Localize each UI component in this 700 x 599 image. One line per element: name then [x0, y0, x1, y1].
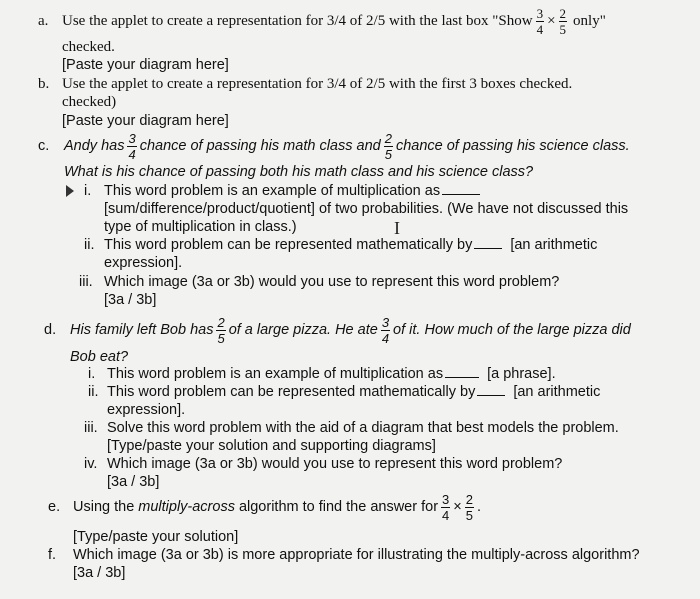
paste-placeholder[interactable]: [Paste your diagram here] [62, 57, 229, 73]
sub-item-label: iii. [84, 420, 98, 436]
fraction: $\frac{3}{4}$ [536, 5, 544, 37]
sub-item-text: This word problem can be represented mathematically by [an arithmetic [107, 384, 601, 400]
item-d-line2: Bob eat? [70, 349, 129, 365]
answer-placeholder[interactable]: [3a / 3b] [104, 292, 157, 308]
item-e-emphasis: multiply-across [138, 498, 235, 515]
item-b-line2: checked) [62, 94, 117, 110]
item-c-label: c. [38, 138, 50, 154]
times-sign: × [547, 12, 556, 29]
sub-item-label: ii. [88, 384, 99, 400]
item-a-text-end: only" [573, 12, 606, 29]
item-f-line1: Which image (3a or 3b) is more appropriate for illustrating the multiply-across algorithm? [73, 547, 640, 563]
fraction: $\frac{2}{5}$ [465, 491, 473, 523]
item-b-line1: Use the applet to create a representation for 3/4 of 2/5 with the first 3 boxes checked. [62, 76, 573, 92]
fraction: $\frac{2}{5}$ [384, 130, 392, 162]
text-cursor-icon: I [394, 218, 400, 238]
sub-item-text: Solve this word problem with the aid of a diagram that best models the problem. [107, 420, 619, 436]
item-e-text: Using the [73, 498, 135, 515]
item-e-label: e. [48, 499, 61, 515]
item-d-text: of it. How much of the large pizza did [393, 321, 631, 338]
sub-item-label: iii. [79, 274, 93, 290]
sub-item-text: type of multiplication in class.) [104, 219, 297, 235]
times-sign: × [453, 498, 462, 515]
sub-item-label: i. [88, 366, 96, 382]
item-b-label: b. [38, 76, 50, 92]
item-c-line1 [64, 130, 630, 162]
answer-placeholder[interactable]: [3a / 3b] [107, 474, 160, 490]
fraction: $\frac{2}{5}$ [217, 314, 225, 346]
item-e-text: algorithm to find the answer for [238, 498, 439, 515]
item-f-label: f. [48, 547, 57, 563]
sub-item-text: expression]. [107, 402, 186, 418]
answer-placeholder[interactable]: [3a / 3b] [73, 565, 126, 581]
item-e-line1 [73, 490, 481, 524]
sub-item-text: [sum/difference/product/quotient] of two probabilities. (We have not discussed this [104, 201, 629, 217]
item-c-text: chance of passing his math class and [139, 137, 381, 154]
fraction: $\frac{2}{5}$ [559, 5, 567, 37]
sub-item-text: Which image (3a or 3b) would you use to represent this word problem? [104, 274, 560, 290]
item-d-line1 [70, 314, 631, 346]
fraction: $\frac{3}{4}$ [128, 130, 136, 162]
sub-item-label: i. [84, 183, 92, 199]
item-a-line2: checked. [62, 39, 115, 55]
item-c-question: What is his chance of passing both his math class and his science class? [64, 164, 534, 180]
item-d-label: d. [44, 322, 57, 338]
sub-item-label: iv. [84, 456, 98, 472]
period: . [476, 498, 481, 515]
answer-placeholder[interactable]: [Type/paste your solution and supporting diagrams] [107, 438, 436, 454]
fraction: $\frac{3}{4}$ [381, 314, 390, 346]
item-a-text: Use the applet to create a representation for 3/4 of 2/5 with the last box "Show [62, 12, 533, 29]
item-a-label: a. [38, 13, 49, 29]
item-d-text: His family left Bob has [70, 321, 214, 338]
paste-placeholder[interactable]: [Paste your diagram here] [62, 113, 229, 129]
sub-item-text: This word problem is an example of multiplication as [104, 183, 482, 200]
sub-item-label: ii. [84, 237, 95, 253]
item-a-line1 [62, 6, 606, 36]
item-c-text: chance of passing his science class. [395, 137, 630, 154]
item-d-text: of a large pizza. He ate [228, 321, 378, 338]
sub-item-text: This word problem is an example of multiplication as [a phrase]. [107, 366, 556, 382]
sub-item-text: expression]. [104, 255, 183, 271]
item-c-text: Andy has [64, 137, 125, 154]
sub-item-text: This word problem can be represented mathematically by [an arithmetic [104, 237, 598, 253]
play-marker-icon [66, 185, 74, 197]
fraction: $\frac{3}{4}$ [442, 491, 450, 523]
sub-item-text: Which image (3a or 3b) would you use to represent this word problem? [107, 456, 563, 472]
answer-placeholder[interactable]: [Type/paste your solution] [73, 529, 239, 545]
